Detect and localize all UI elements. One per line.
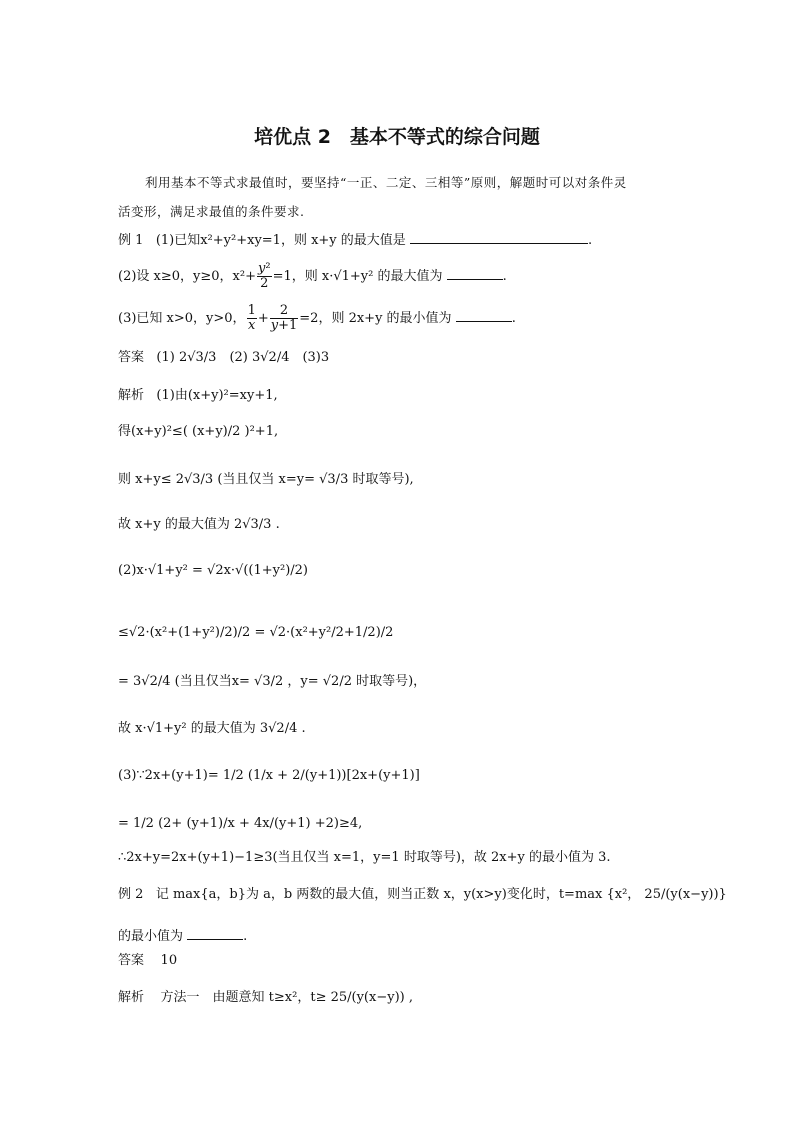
solution-1-line-11: ∴2x+y=2x+(y+1)−1≥3(当且仅当 x=1，y=1 时取等号)，故 2x+y 的最小值为 3. [118, 850, 611, 865]
example-1-q2: (2)设 x≥0，y≥0，x²+ $\frac{\text{y²}}{2}$ =1，则 x·√1+y² 的最大值为 . [118, 261, 507, 291]
example-1-q1: 例 1 (1)已知x²+y²+xy=1，则 x+y 的最大值是 . [118, 233, 593, 248]
fraction: $\frac{\text{y²}}{2}$ [258, 261, 271, 291]
solution-1-line-9: (3)∵2x+(y+1)= 1/2 (1/x + 2/(y+1))[2x+(y+1)] [118, 768, 420, 783]
question-text: 记 max{a，b}为 a，b 两数的最大值，则当正数 x，y(x>y)变化时，t=max {x²， 25/(y(x−y))} [155, 887, 727, 902]
fraction: $\frac{2}{y+1}$ [270, 303, 298, 333]
question-text-b: =1，则 x·√1+y² 的最大值为 [272, 269, 443, 284]
example-label: 例 1 [118, 233, 144, 248]
example-1-answer [118, 350, 329, 366]
question-text-b: =2，则 2x+y 的最小值为 [299, 311, 452, 326]
answer-blank [410, 231, 588, 244]
question-text-a: (2)设 x≥0，y≥0，x²+ [118, 269, 256, 284]
answer-label: 答案 [118, 350, 145, 365]
example-label: 例 2 [118, 887, 144, 902]
solution-text: (1)由(x+y)²=xy+1, [156, 388, 278, 403]
solution-1-line-6: ≤√2·(x²+(1+y²)/2)/2 = √2·(x²+y²/2+1/2)/2 [118, 625, 394, 640]
example-2-question [118, 887, 727, 903]
page-title: 培优点 2 基本不等式的综合问题 [254, 126, 540, 148]
solution-1-line-5: (2)x·√1+y² = √2x·√((1+y²)/2) [118, 563, 308, 578]
question-text-a: (3)已知 x>0，y>0， [118, 311, 246, 326]
fraction: $\frac{1}{x}$ [247, 303, 256, 333]
solution-text: 方法一 由题意知 t≥x²，t≥ 25/(y(x−y)) , [160, 990, 413, 1005]
solution-1-line-3: 则 x+y≤ 2√3/3 (当且仅当 x=y= √3/3 时取等号), [118, 472, 414, 487]
answer-blank [456, 309, 512, 322]
example-2-solution [118, 990, 413, 1006]
example-2-answer [118, 953, 177, 969]
example-2-question-cont: 的最小值为 . [118, 929, 248, 944]
solution-1-line-4: 故 x+y 的最大值为 2√3/3 . [118, 517, 280, 532]
solution-1-line-2: 得(x+y)²≤( (x+y)/2 )²+1, [118, 424, 279, 439]
solution-1-line-1 [118, 388, 278, 404]
answer-blank [447, 267, 503, 280]
intro-line-1: 利用基本不等式求最值时，要坚持“一正、二定、三相等”原则，解题时可以对条件灵 [145, 175, 627, 190]
solution-label: 解析 [118, 990, 145, 1005]
example-1-q3: (3)已知 x>0，y>0， $\frac{1}{x}$ + $\frac{2}{y+1}$ =2，则 2x+y 的最小值为 . [118, 303, 516, 333]
solution-1-line-7: = 3√2/4 (当且仅当x= √3/2 ，y= √2/2 时取等号)， [118, 674, 427, 689]
solution-1-line-8: 故 x·√1+y² 的最大值为 3√2/4 . [118, 721, 306, 736]
intro-line-2: 活变形，满足求最值的条件要求. [118, 204, 305, 219]
solution-label: 解析 [118, 388, 145, 403]
question-text: 的最小值为 [118, 929, 184, 944]
answer-label: 答案 [118, 953, 145, 968]
question-text: (1)已知x²+y²+xy=1，则 x+y 的最大值是 [155, 233, 406, 248]
solution-1-line-10: = 1/2 (2+ (y+1)/x + 4x/(y+1) +2)≥4, [118, 816, 363, 831]
answer-value: 10 [160, 953, 178, 968]
answer-text: (1) 2√3/3 (2) 3√2/4 (3)3 [156, 350, 330, 365]
answer-blank [187, 927, 243, 940]
